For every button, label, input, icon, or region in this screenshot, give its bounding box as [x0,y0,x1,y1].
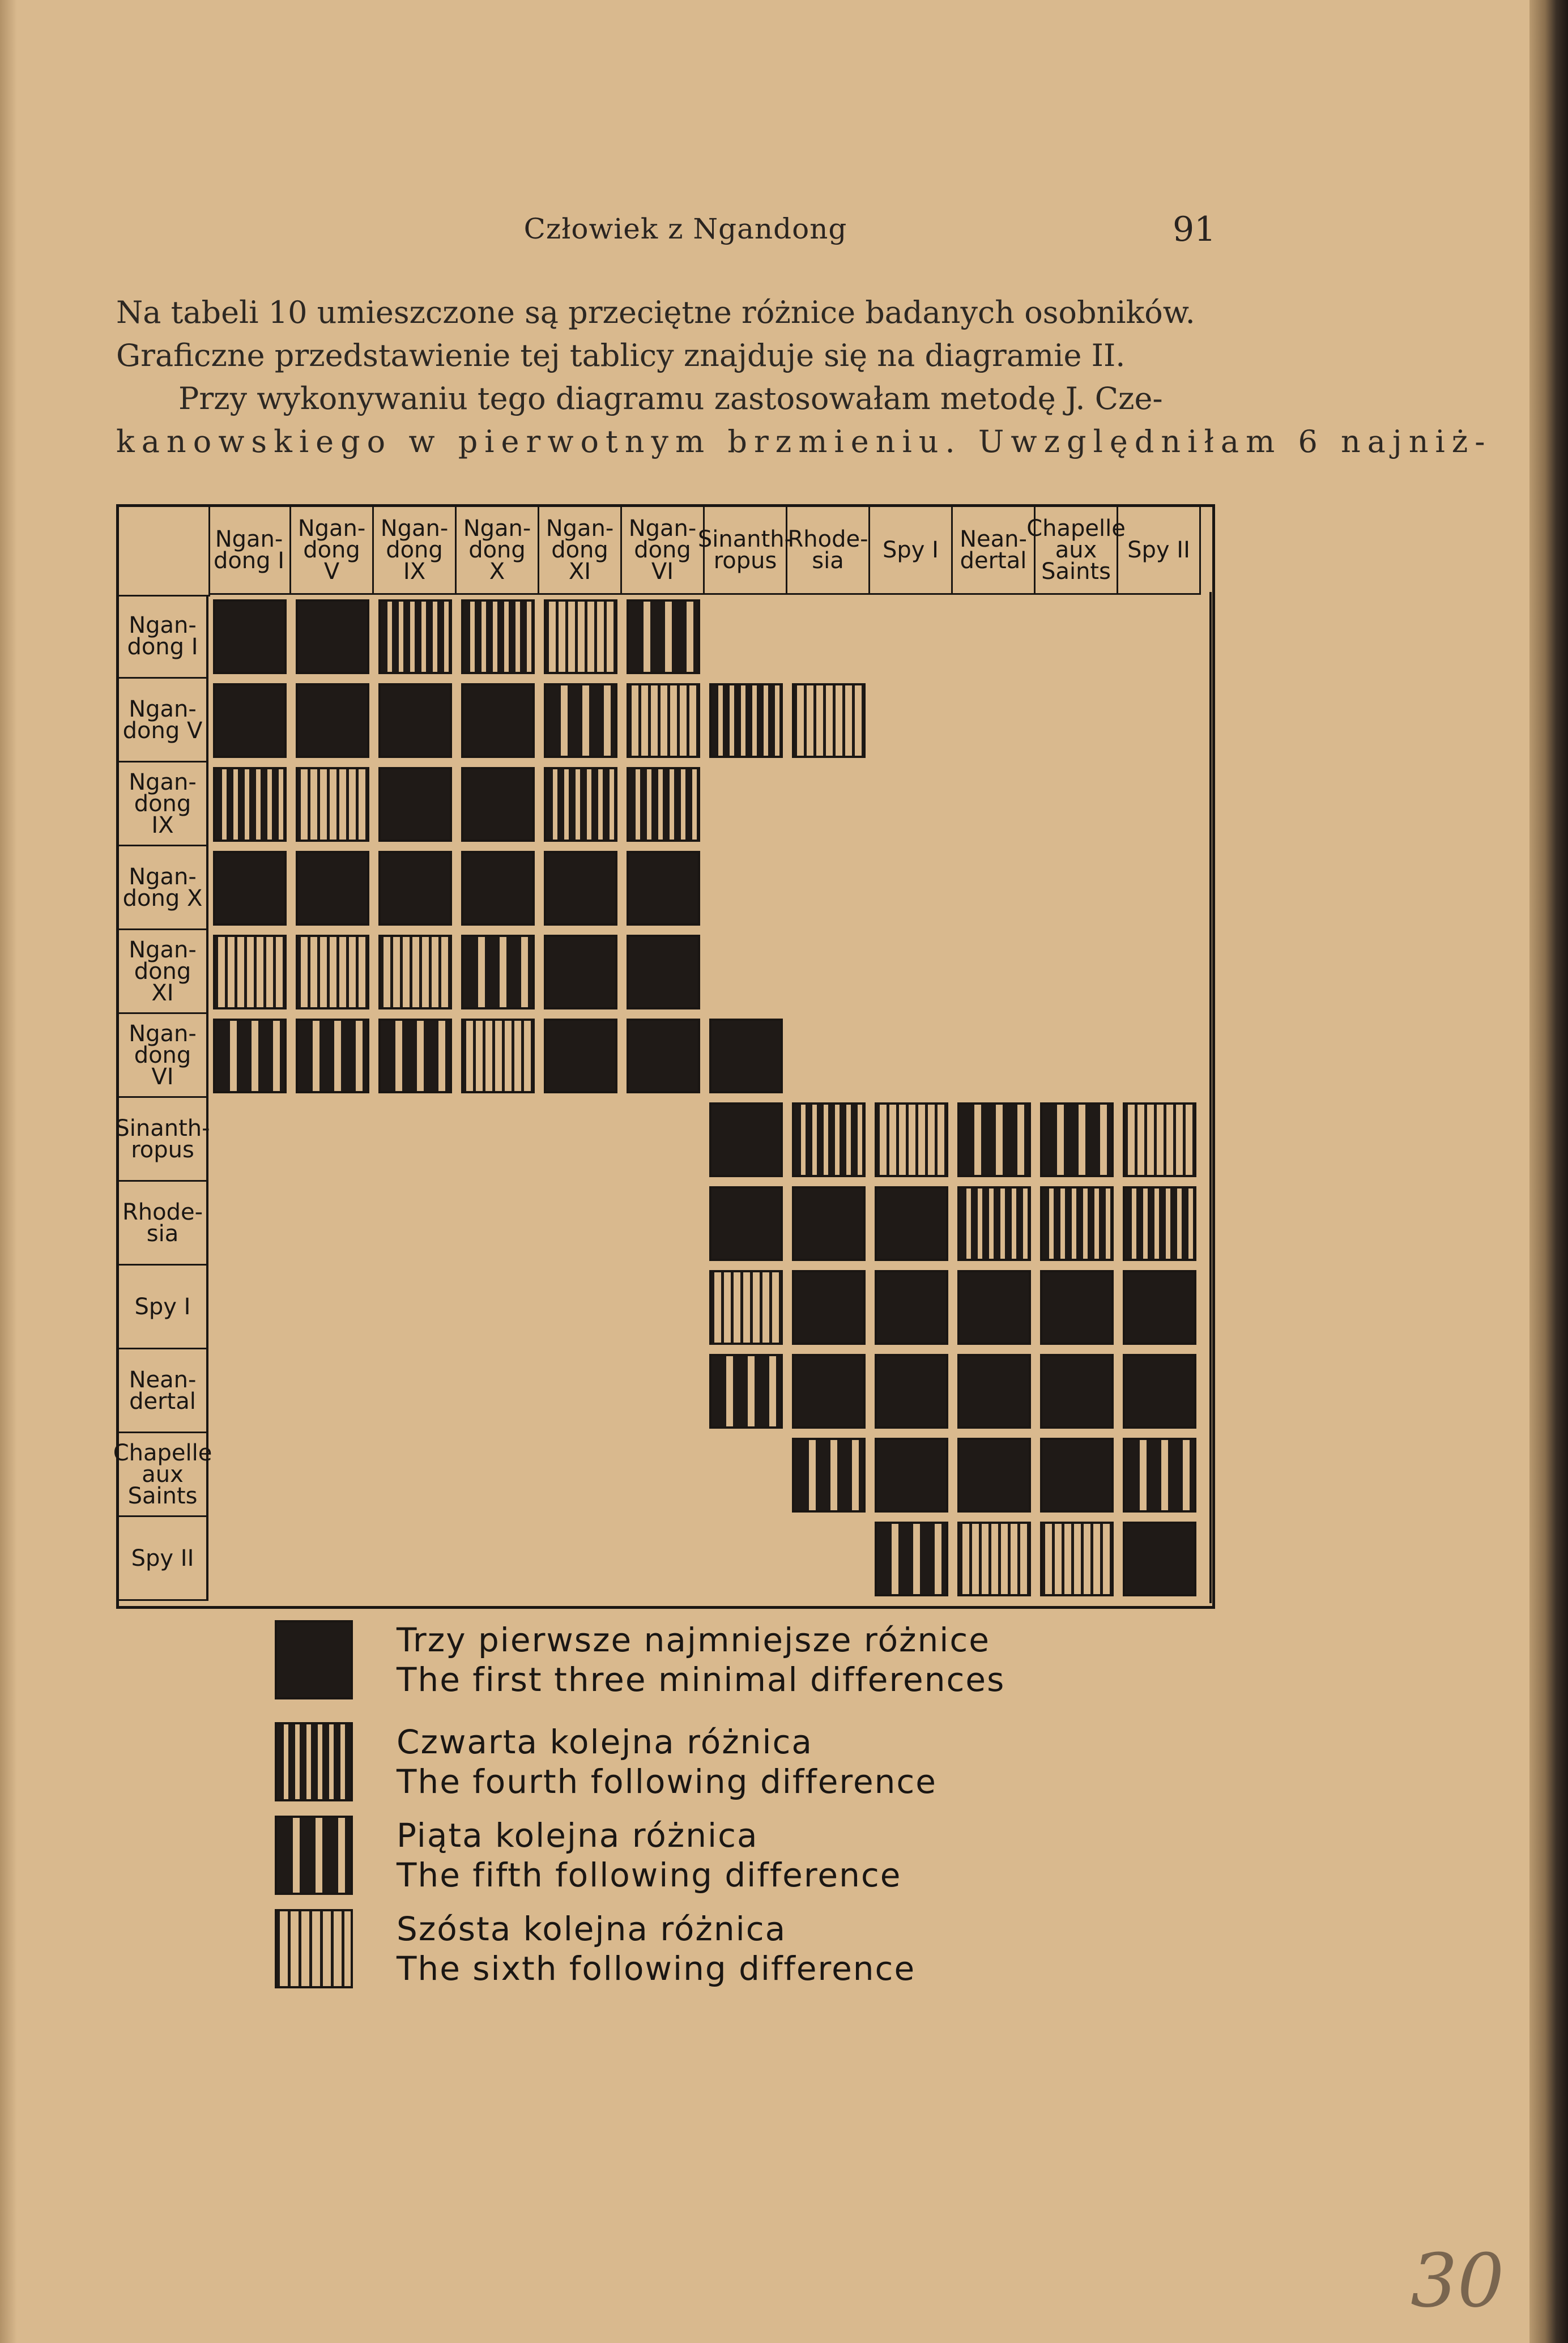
diagram-cell [544,683,617,758]
diagram-cell [461,851,535,926]
running-title: Człowiek z Ngandong [523,212,847,245]
row-header: Ngan-dong XI [119,930,208,1014]
diagram-cell [875,1354,948,1429]
row-header: Ngan-dong X [119,846,208,930]
diagram-ii [113,504,1215,1609]
row-header: Spy II [119,1517,208,1601]
column-header: Ngan-dong V [291,507,374,595]
diagram-cell [296,767,369,842]
diagram-cell [1123,1438,1196,1513]
diagram-cell [957,1186,1031,1261]
diagram-cell [875,1438,948,1513]
column-header: Rhode-sia [787,507,870,595]
diagram-cell [296,935,369,1009]
column-header: Ngan-dong I [208,507,291,595]
diagram-cell [213,851,287,926]
diagram-cell [627,683,700,758]
diagram-cell [296,599,369,674]
diagram-cell [792,1438,866,1513]
diagram-cell [544,851,617,926]
diagram-cell [709,1354,783,1429]
diagram-cell [1123,1102,1196,1177]
diagram-cell [1040,1102,1114,1177]
diagram-cell [709,683,783,758]
page-number: 91 [1173,210,1216,249]
diagram-cell [213,935,287,1009]
diagram-right-border [1209,592,1212,1603]
diagram-cell [461,935,535,1009]
diagram-cell [544,599,617,674]
row-header: Rhode-sia [119,1182,208,1266]
diagram-cell [957,1270,1031,1345]
diagram-cell [875,1522,948,1596]
column-header: Spy II [1118,507,1201,595]
row-header: Ngan-dong I [119,595,208,679]
diagram-cell [1123,1186,1196,1261]
body-text-line: Na tabeli 10 umieszczone są przeciętne różnice badanych osobników. [116,295,1195,330]
diagram-cell [1040,1354,1114,1429]
legend-label-english: The fourth following difference [397,1762,937,1801]
row-header: Nean-dertal [119,1349,208,1433]
legend-swatch [275,1620,353,1699]
diagram-cell [544,767,617,842]
diagram-cell [792,1102,866,1177]
diagram-cell [461,599,535,674]
diagram-cell [875,1102,948,1177]
column-header: Nean-dertal [953,507,1036,595]
column-header: Spy I [870,507,953,595]
legend-label-polish: Czwarta kolejna różnica [397,1723,813,1761]
diagram-cell [709,1270,783,1345]
diagram-cell [627,851,700,926]
diagram-cell [378,599,452,674]
page-binding-edge [1529,0,1568,2343]
legend-swatch [275,1909,353,1988]
diagram-cell [213,599,287,674]
column-header: Ngan-dong IX [374,507,457,595]
column-header: Ngan-dong XI [539,507,622,595]
diagram-cell [875,1270,948,1345]
body-text-line: Graficzne przedstawienie tej tablicy znajduje się na diagramie II. [116,338,1126,373]
diagram-cell [1040,1270,1114,1345]
diagram-cell [544,935,617,1009]
diagram-cell [792,1354,866,1429]
page-left-shade [0,0,17,2343]
legend-label-english: The sixth following difference [397,1949,916,1988]
diagram-cell [378,683,452,758]
diagram-cell [709,1186,783,1261]
legend-swatch [275,1816,353,1895]
diagram-cell [461,767,535,842]
legend-label-polish: Szósta kolejna różnica [397,1910,787,1948]
column-header: Ngan-dong VI [622,507,705,595]
diagram-cell [1123,1354,1196,1429]
diagram-cell [627,767,700,842]
diagram-cell [627,935,700,1009]
diagram-cell [213,1019,287,1093]
diagram-cell [792,1270,866,1345]
diagram-cell [792,683,866,758]
diagram-cell [709,1019,783,1093]
diagram-cell [627,1019,700,1093]
diagram-cell [957,1522,1031,1596]
row-header: Spy I [119,1266,208,1349]
diagram-cell [1040,1522,1114,1596]
diagram-cell [461,683,535,758]
diagram-cell [627,599,700,674]
diagram-cell [957,1354,1031,1429]
diagram-cell [378,1019,452,1093]
row-header: Ngan-dong IX [119,762,208,846]
diagram-cell [1123,1270,1196,1345]
column-header: Ngan-dong X [457,507,539,595]
row-header: Chapelle aux Saints [119,1433,208,1517]
legend-label-polish: Trzy pierwsze najmniejsze różnice [397,1621,990,1659]
diagram-cell [1040,1438,1114,1513]
diagram-cell [544,1019,617,1093]
diagram-cell [792,1186,866,1261]
legend-swatch [275,1722,353,1801]
legend-label-english: The fifth following difference [397,1856,902,1894]
diagram-cell [296,851,369,926]
diagram-cell [378,935,452,1009]
diagram-cell [957,1438,1031,1513]
diagram-cell [1123,1522,1196,1596]
handwritten-page-mark: 30 [1411,2238,1505,2324]
diagram-cell [378,767,452,842]
diagram-cell [213,767,287,842]
column-header: Sinanth-ropus [705,507,787,595]
row-header: Sinanth-ropus [119,1098,208,1182]
diagram-cell [709,1102,783,1177]
diagram-cell [378,851,452,926]
row-header: Ngan-dong VI [119,1014,208,1098]
diagram-cell [875,1186,948,1261]
diagram-cell [461,1019,535,1093]
row-header: Ngan-dong V [119,679,208,762]
diagram-corner-cell [119,507,210,597]
diagram-cell [957,1102,1031,1177]
body-text-line: kanowskiego w pierwotnym brzmieniu. Uwzględniłam 6 najniż- [116,424,1492,459]
diagram-cell [296,1019,369,1093]
diagram-cell [296,683,369,758]
legend-label-english: The first three minimal differences [397,1660,1005,1699]
diagram-cell [1040,1186,1114,1261]
diagram-cell [213,683,287,758]
body-text-line: Przy wykonywaniu tego diagramu zastosowałam metodę J. Cze- [178,381,1163,416]
column-header: Chapelle aux Saints [1036,507,1118,595]
legend-label-polish: Piąta kolejna różnica [397,1816,759,1855]
